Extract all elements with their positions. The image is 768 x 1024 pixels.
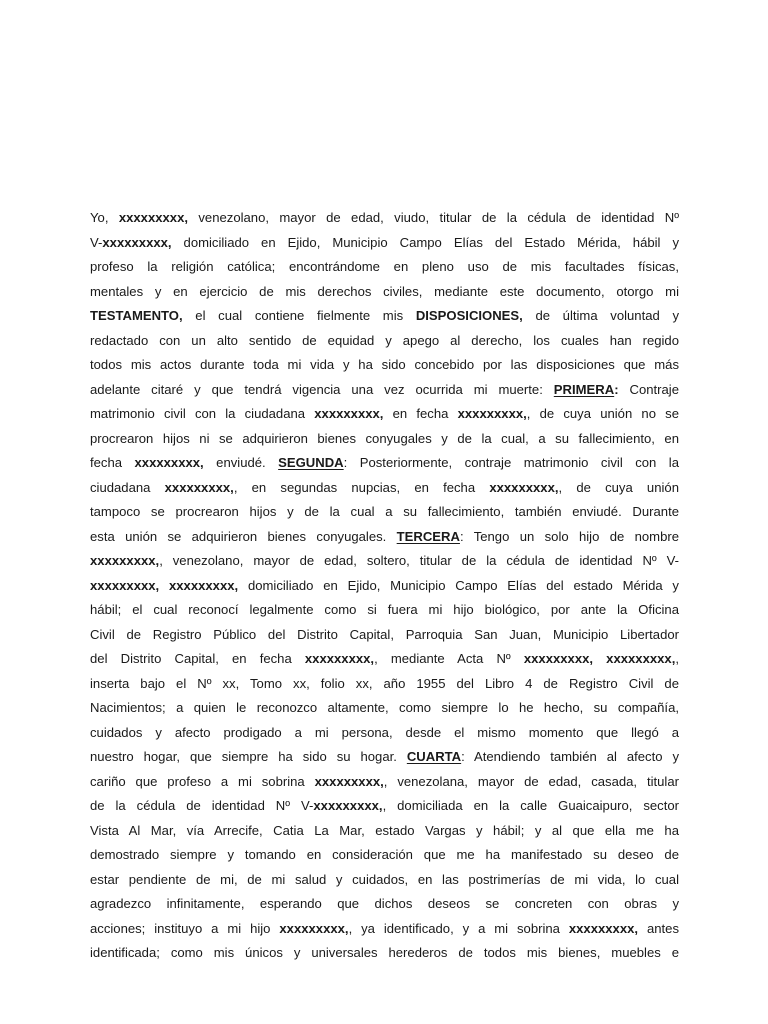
text-run: de última voluntad y xyxy=(522,308,679,323)
text-run: enviudé. xyxy=(203,455,279,470)
text-line xyxy=(90,598,679,623)
bold-text: xxxxxxxxx, xyxy=(102,234,172,250)
text-line xyxy=(90,255,679,280)
text-run: , mediante Acta Nº xyxy=(374,651,524,666)
text-run: , venezolana, mayor de edad, casada, titular xyxy=(383,773,679,789)
text-run: , xyxy=(675,651,679,666)
bold-text: xxxxxxxxx, xyxy=(314,773,384,789)
text-line xyxy=(90,231,679,256)
bold-text: xxxxxxxxx, xxxxxxxxx, xyxy=(90,577,239,593)
text-line xyxy=(90,868,679,893)
text-run: , ya identificado, y a mi sobrina xyxy=(348,920,569,936)
text-run: Contraje xyxy=(618,381,679,397)
text-line xyxy=(90,427,679,452)
text-run: procrearon hijos ni se adquirieron bienes conyugales y de la cual, a su fallecimiento, en xyxy=(90,430,679,446)
bold-text: TESTAMENTO, xyxy=(90,308,183,323)
text-run: identificada; como mis únicos y universales herederos de todos mis bienes, muebles e xyxy=(90,945,679,960)
text-run: , de cuya unión no se xyxy=(526,406,679,421)
text-run: , domiciliada en la calle Guaicaipuro, sector xyxy=(382,798,679,813)
text-line xyxy=(90,819,679,844)
bold-text: xxxxxxxxx, xxxxxxxxx, xyxy=(523,651,676,666)
text-run: de la cédula de identidad Nº V- xyxy=(90,798,314,813)
clause-heading: SEGUNDA xyxy=(278,455,344,470)
text-run: esta unión se adquirieron bienes conyugales. xyxy=(90,528,397,544)
text-run: redactado con un alto sentido de equidad y apego al derecho, los cuales han regido xyxy=(90,332,679,348)
text-run: Civil de Registro Público del Distrito Capital, Parroquia San Juan, Municipio Libertador xyxy=(90,626,679,642)
text-line xyxy=(90,843,679,868)
text-line xyxy=(90,794,679,819)
text-run: cuidados y afecto prodigado a mi persona, desde el mismo momento que llegó a xyxy=(90,724,679,740)
text-run: ciudadana xyxy=(90,479,165,495)
text-run: agradezco infinitamente, esperando que dichos deseos se concreten con obras y xyxy=(90,896,679,911)
text-line xyxy=(90,721,679,746)
text-run: venezolano, mayor de edad, viudo, titular de la cédula de identidad Nº xyxy=(188,210,679,225)
testament-body xyxy=(90,206,679,966)
text-run: en fecha xyxy=(383,406,458,421)
text-line xyxy=(90,525,679,550)
text-run: hábil; el cual reconocí legalmente como si fuera mi hijo biológico, por ante la Oficina xyxy=(90,602,679,617)
text-run: nuestro hogar, que siempre ha sido su hogar. xyxy=(90,749,407,764)
text-run: mentales y en ejercicio de mis derechos civiles, mediante este documento, otorgo mi xyxy=(90,283,679,299)
clause-heading: CUARTA xyxy=(406,749,462,764)
text-run: : Atendiendo también al afecto y xyxy=(461,749,679,764)
bold-text: xxxxxxxxx, xyxy=(457,406,527,421)
text-run: Vista Al Mar, vía Arrecife, Catia La Mar, estado Vargas y hábil; y al que ella me ha xyxy=(90,822,679,838)
text-line xyxy=(90,353,679,378)
text-run: del Distrito Capital, en fecha xyxy=(90,651,305,666)
text-run: fecha xyxy=(90,455,135,470)
text-run: V- xyxy=(90,234,103,250)
text-line xyxy=(90,672,679,697)
text-run: estar pendiente de mi, de mi salud y cuidados, en las postrimerías de mi vida, lo cual xyxy=(90,871,679,887)
text-line xyxy=(90,917,679,942)
text-line xyxy=(90,549,679,574)
text-line xyxy=(90,280,679,305)
text-run: Nacimientos; a quien le reconozco altamente, como siempre lo he hecho, su compañía, xyxy=(90,700,679,715)
bold-text: xxxxxxxxx, xyxy=(90,553,160,568)
text-run: profeso la religión católica; encontrándome en pleno uso de mis facultades físicas, xyxy=(90,259,679,274)
text-line xyxy=(90,378,679,403)
bold-text: DISPOSICIONES, xyxy=(415,308,523,323)
text-run: adelante citaré y que tendrá vigencia una vez ocurrida mi muerte: xyxy=(90,381,554,397)
text-run: , en segundas nupcias, en fecha xyxy=(233,479,490,495)
bold-text: xxxxxxxxx, xyxy=(304,651,375,666)
text-run: : Tengo un solo hijo de nombre xyxy=(459,528,680,544)
text-line xyxy=(90,696,679,721)
text-run: matrimonio civil con la ciudadana xyxy=(90,406,315,421)
text-line xyxy=(90,892,679,917)
text-run: todos mis actos durante toda mi vida y ha sido concebido por las disposiciones que más xyxy=(90,357,679,372)
clause-heading: PRIMERA xyxy=(553,381,615,397)
text-run: domiciliado en Ejido, Municipio Campo Elías del Estado Mérida, hábil y xyxy=(171,234,679,250)
bold-text: xxxxxxxxx, xyxy=(314,406,384,421)
bold-text: xxxxxxxxx, xyxy=(279,920,349,936)
text-run: acciones; instituyo a mi hijo xyxy=(90,920,280,936)
text-run: Yo, xyxy=(90,210,119,225)
text-line xyxy=(90,941,679,966)
bold-text: : xyxy=(614,381,619,397)
bold-text: xxxxxxxxx, xyxy=(489,479,559,495)
bold-text: xxxxxxxxx, xyxy=(134,455,204,470)
text-run: domiciliado en Ejido, Municipio Campo Elías del estado Mérida y xyxy=(238,577,679,593)
text-run: : Posteriormente, contraje matrimonio civil con la xyxy=(343,455,679,470)
bold-text: xxxxxxxxx, xyxy=(164,479,234,495)
text-line xyxy=(90,329,679,354)
text-run: , venezolano, mayor de edad, soltero, titular de la cédula de identidad Nº V- xyxy=(159,553,679,568)
clause-heading: TERCERA xyxy=(396,528,460,544)
text-run: tampoco se procrearon hijos y de la cual a su fallecimiento, también enviudé. Durante xyxy=(90,504,679,519)
text-run: cariño que profeso a mi sobrina xyxy=(90,773,315,789)
text-line xyxy=(90,500,679,525)
text-line xyxy=(90,623,679,648)
text-line xyxy=(90,476,679,501)
bold-text: xxxxxxxxx, xyxy=(118,210,189,225)
text-line xyxy=(90,745,679,770)
bold-text: xxxxxxxxx, xyxy=(313,798,383,813)
text-line xyxy=(90,770,679,795)
text-run: demostrado siempre y tomando en consideración que me ha manifestado su deseo de xyxy=(90,847,679,862)
text-line xyxy=(90,647,679,672)
text-run: antes xyxy=(638,920,679,936)
text-line xyxy=(90,206,679,231)
text-line xyxy=(90,304,679,329)
text-run: el cual contiene fielmente mis xyxy=(182,308,416,323)
text-run: inserta bajo el Nº xx, Tomo xx, folio xx, año 1955 del Libro 4 de Registro Civil de xyxy=(90,675,679,691)
text-line xyxy=(90,402,679,427)
text-line xyxy=(90,451,679,476)
text-run: , de cuya unión xyxy=(558,479,679,495)
bold-text: xxxxxxxxx, xyxy=(568,920,639,936)
text-line xyxy=(90,574,679,599)
